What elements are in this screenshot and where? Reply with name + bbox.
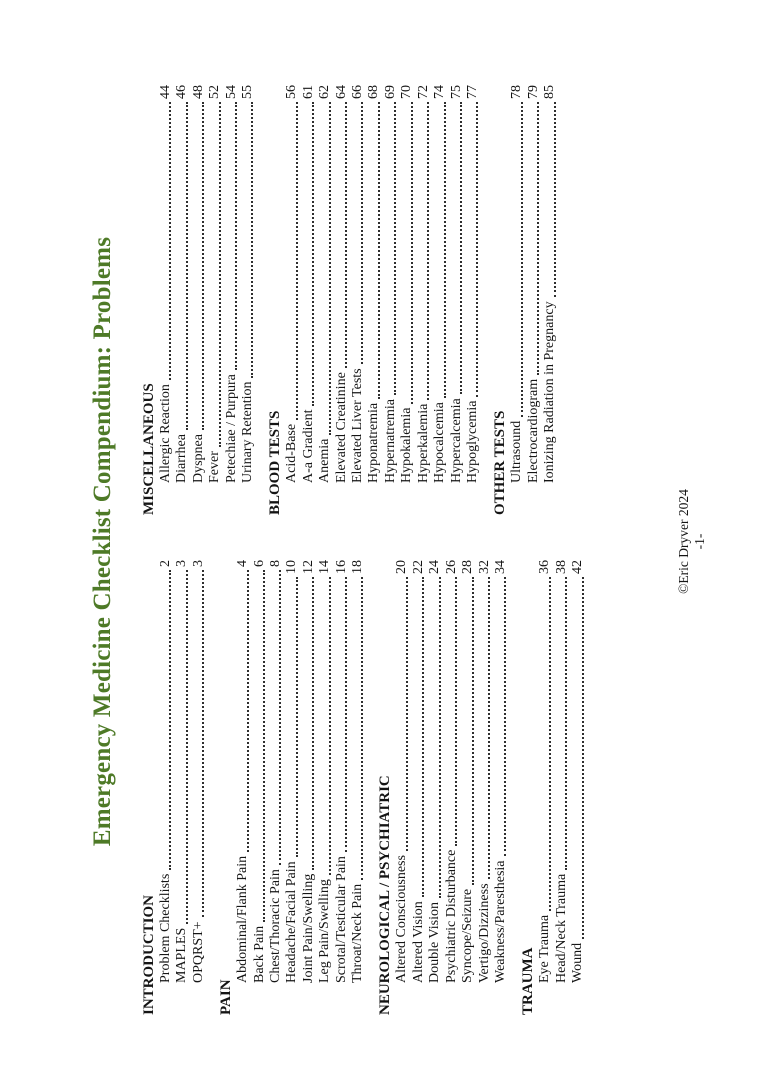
toc-item-label: Urinary Retention xyxy=(240,381,256,483)
dot-leader xyxy=(247,570,249,852)
toc-item-label: Vertigo/Dizziness xyxy=(476,883,492,983)
toc-item-label: Hypernatremia xyxy=(382,399,398,483)
toc-item xyxy=(477,560,493,1015)
toc-item-page: 54 xyxy=(223,85,239,99)
toc-item-label: Hypercalcemia xyxy=(448,398,464,483)
toc-item xyxy=(301,85,317,515)
dot-leader xyxy=(378,102,380,399)
toc-item-label: Scrotal/Testicular Pain xyxy=(333,856,349,983)
toc-item xyxy=(334,85,350,515)
toc-item-page: 64 xyxy=(333,85,349,99)
toc-item xyxy=(493,560,509,1015)
dot-leader xyxy=(549,577,551,911)
toc-item-page: 61 xyxy=(300,85,316,99)
toc-column-left xyxy=(140,560,587,1015)
dot-leader xyxy=(460,102,462,394)
toc-section xyxy=(266,85,481,515)
toc-item xyxy=(465,85,481,515)
toc-item-page: 44 xyxy=(158,85,173,99)
dot-leader xyxy=(439,577,441,898)
toc-item-page: 38 xyxy=(553,560,569,574)
dot-leader xyxy=(565,577,567,870)
toc-item-label: Electrocardiogram xyxy=(525,378,541,483)
toc-item-page: 24 xyxy=(427,560,443,574)
toc-item-page: 70 xyxy=(399,85,415,99)
dot-leader xyxy=(488,577,490,879)
dot-leader xyxy=(537,102,539,375)
toc-item-page: 72 xyxy=(415,85,431,99)
toc-item-page: 8 xyxy=(268,560,284,567)
toc-item-label: Leg Pain/Swelling xyxy=(317,879,333,983)
toc-item-label: MAPLES xyxy=(174,927,190,983)
toc-item xyxy=(350,560,366,1015)
toc-item-page: 75 xyxy=(448,85,464,99)
dot-leader xyxy=(329,102,331,435)
toc-section xyxy=(217,560,366,1015)
toc-item-label: OPQRST+ xyxy=(190,921,206,983)
dot-leader xyxy=(312,577,314,870)
toc-item xyxy=(334,560,350,1015)
dot-leader xyxy=(361,102,363,364)
dot-leader xyxy=(235,102,237,370)
toc-item xyxy=(284,85,300,515)
toc-item-label: Hyponatremia xyxy=(366,402,382,483)
toc-section xyxy=(491,85,558,515)
dot-leader xyxy=(263,570,265,922)
copyright-line: ©Eric Dryver 2024 xyxy=(676,489,691,594)
toc-item-page: 68 xyxy=(366,85,382,99)
toc-item-page: 12 xyxy=(300,560,316,574)
toc-item xyxy=(317,560,333,1015)
toc-columns xyxy=(140,0,587,1083)
toc-item-page: 2 xyxy=(158,560,173,567)
toc-item-label: Head/Neck Trauma xyxy=(553,873,569,983)
toc-item xyxy=(570,560,586,1015)
toc-item xyxy=(537,560,553,1015)
toc-item-label: Hyperkalemia xyxy=(415,403,431,483)
toc-item-page: 55 xyxy=(240,85,256,99)
toc-item xyxy=(268,560,284,1015)
dot-leader xyxy=(394,102,396,395)
toc-item-page: 79 xyxy=(525,85,541,99)
toc-item-label: Fever xyxy=(207,451,223,483)
toc-item-page: 18 xyxy=(350,560,366,574)
toc-item xyxy=(394,560,410,1015)
dot-leader xyxy=(472,577,474,885)
toc-item-page: 48 xyxy=(190,85,206,99)
toc-item-page: 85 xyxy=(542,85,558,99)
toc-item xyxy=(284,560,300,1015)
section-header: MISCELLANEOUS xyxy=(141,383,157,515)
toc-item-label: Double Vision xyxy=(427,902,443,983)
section-header: PAIN xyxy=(218,979,235,1015)
dot-leader xyxy=(329,577,331,875)
toc-item xyxy=(174,85,190,515)
dot-leader xyxy=(345,102,347,368)
dot-leader xyxy=(476,102,478,397)
toc-item-page: 16 xyxy=(333,560,349,574)
toc-item xyxy=(554,560,570,1015)
toc-item xyxy=(432,85,448,515)
toc-item-label: Eye Trauma xyxy=(537,914,553,983)
toc-item-page: 77 xyxy=(464,85,480,99)
toc-item-page: 46 xyxy=(174,85,190,99)
toc-item xyxy=(235,560,251,1015)
toc-item-label: Ionizing Radiation in Pregnancy xyxy=(542,301,558,483)
toc-item xyxy=(301,560,317,1015)
toc-item xyxy=(240,85,256,515)
dot-leader xyxy=(406,577,408,851)
toc-item-label: Wound xyxy=(570,942,586,983)
toc-item-page: 3 xyxy=(190,560,206,567)
section-header: INTRODUCTION xyxy=(141,894,157,1015)
dot-leader xyxy=(186,570,188,924)
toc-item xyxy=(526,85,542,515)
dot-leader xyxy=(296,102,298,420)
dot-leader xyxy=(554,102,556,297)
toc-item-label: Elevated Liver Tests xyxy=(350,368,366,483)
dot-leader xyxy=(279,570,281,865)
toc-item-label: Petechiae / Purpura xyxy=(223,374,239,483)
dot-leader xyxy=(504,577,506,857)
toc-item-label: Headache/Facial Pain xyxy=(284,861,300,983)
toc-item-label: Allergic Reaction xyxy=(158,384,173,483)
toc-item-page: 34 xyxy=(492,560,508,574)
dot-leader xyxy=(202,102,204,430)
toc-item-label: Throat/Neck Pain xyxy=(350,883,366,983)
dot-leader xyxy=(411,102,413,404)
toc-item xyxy=(444,560,460,1015)
toc-item-label: Altered Consciousness xyxy=(394,855,410,983)
toc-item-page: 3 xyxy=(174,560,190,567)
page-number: -1- xyxy=(692,533,707,550)
toc-item-page: 10 xyxy=(284,560,300,574)
toc-item-page: 28 xyxy=(460,560,476,574)
toc-item-page: 22 xyxy=(410,560,426,574)
toc-item xyxy=(224,85,240,515)
section-header: OTHER TESTS xyxy=(492,410,509,515)
toc-item xyxy=(411,560,427,1015)
toc-item-page: 62 xyxy=(317,85,333,99)
toc-item-page: 69 xyxy=(382,85,398,99)
toc-section xyxy=(140,85,256,515)
toc-item-page: 14 xyxy=(317,560,333,574)
toc-section xyxy=(376,560,509,1015)
toc-item xyxy=(366,85,382,515)
dot-leader xyxy=(169,570,171,870)
dot-leader xyxy=(361,577,363,880)
toc-item-label: Hypokalemia xyxy=(399,407,415,483)
toc-item-page: 78 xyxy=(509,85,525,99)
toc-item xyxy=(158,560,174,1015)
dot-leader xyxy=(427,102,429,400)
toc-item-label: Hypoglycemia xyxy=(464,400,480,483)
toc-item xyxy=(191,560,207,1015)
toc-item xyxy=(191,85,207,515)
toc-item xyxy=(350,85,366,515)
toc-item xyxy=(449,85,465,515)
toc-item-label: Back Pain xyxy=(251,925,267,983)
toc-item-label: Altered Vision xyxy=(410,901,426,983)
toc-item-page: 42 xyxy=(570,560,586,574)
toc-item xyxy=(509,85,525,515)
toc-item-label: Acid-Base xyxy=(284,423,300,483)
toc-item-page: 66 xyxy=(350,85,366,99)
dot-leader xyxy=(345,577,347,852)
toc-item xyxy=(427,560,443,1015)
dot-leader xyxy=(202,570,204,917)
toc-item-label: Dyspnea xyxy=(190,434,206,483)
page-footer xyxy=(676,0,708,1083)
toc-item-label: Weakness/Paresthesia xyxy=(492,860,508,983)
toc-section xyxy=(140,560,207,1015)
toc-item-page: 6 xyxy=(251,560,267,567)
toc-column-right xyxy=(140,85,587,515)
toc-item-page: 56 xyxy=(284,85,300,99)
dot-leader xyxy=(422,577,424,897)
toc-item-page: 20 xyxy=(394,560,410,574)
section-header: BLOOD TESTS xyxy=(267,410,284,515)
toc-section xyxy=(519,560,586,1015)
toc-item-label: Abdominal/Flank Pain xyxy=(235,855,251,983)
toc-item-label: Ultrasound xyxy=(509,420,525,483)
toc-item-page: 74 xyxy=(432,85,448,99)
toc-item-label: Chest/Thoracic Pain xyxy=(268,869,284,983)
toc-item xyxy=(158,85,174,515)
dot-leader xyxy=(251,102,253,378)
toc-item-page: 36 xyxy=(537,560,553,574)
toc-item-label: Problem Checklists xyxy=(158,873,173,983)
toc-item xyxy=(207,85,223,515)
section-header: TRAUMA xyxy=(520,947,537,1015)
toc-item-page: 32 xyxy=(476,560,492,574)
dot-leader xyxy=(296,577,298,857)
dot-leader xyxy=(521,102,523,417)
toc-item-page: 4 xyxy=(235,560,251,567)
toc-item xyxy=(252,560,268,1015)
toc-item-page: 52 xyxy=(207,85,223,99)
toc-item xyxy=(399,85,415,515)
toc-item-label: Diarrhea xyxy=(174,434,190,483)
toc-item xyxy=(383,85,399,515)
toc-item-label: A-a Gradient xyxy=(300,409,316,483)
dot-leader xyxy=(582,577,584,939)
toc-item xyxy=(542,85,558,515)
dot-leader xyxy=(169,102,171,380)
toc-item xyxy=(460,560,476,1015)
dot-leader xyxy=(444,102,446,398)
toc-item xyxy=(416,85,432,515)
toc-item-label: Elevated Creatinine xyxy=(333,372,349,483)
section-header: NEUROLOGICAL / PSYCHIATRIC xyxy=(377,775,394,1015)
toc-item xyxy=(317,85,333,515)
toc-item-label: Psychiatric Disturbance xyxy=(443,849,459,983)
page-title: Emergency Medicine Checklist Compendium: Problems xyxy=(89,236,116,847)
toc-item-label: Syncope/Seizure xyxy=(460,888,476,983)
dot-leader xyxy=(312,102,314,406)
toc-item-label: Hypocalcemia xyxy=(432,402,448,483)
dot-leader xyxy=(219,102,221,447)
toc-item-label: Joint Pain/Swelling xyxy=(300,873,316,983)
dot-leader xyxy=(186,102,188,430)
dot-leader xyxy=(455,577,457,846)
toc-item xyxy=(174,560,190,1015)
toc-item-label: Anemia xyxy=(317,438,333,483)
toc-item-page: 26 xyxy=(443,560,459,574)
